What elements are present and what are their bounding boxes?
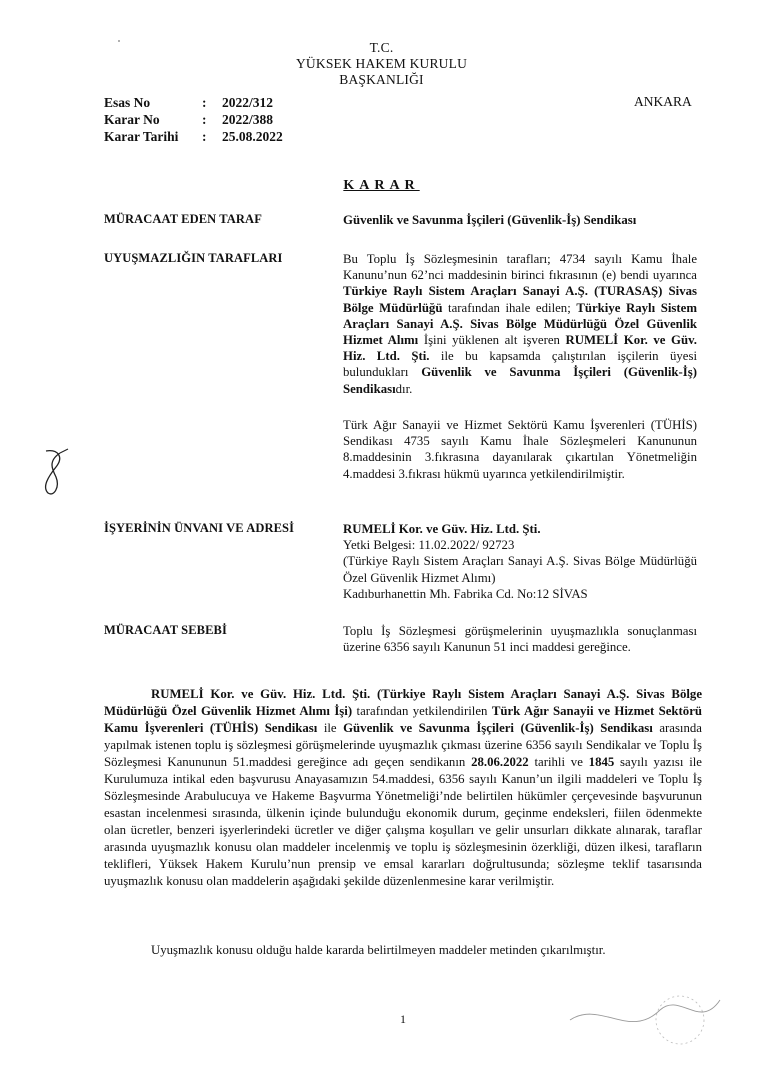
- body-paragraph: [104, 686, 702, 890]
- esas-label: Esas No: [104, 95, 151, 110]
- margin-signature: [38, 447, 74, 497]
- taraflar-text-i: dır.: [395, 381, 413, 396]
- karar-value: 2022/388: [222, 112, 274, 127]
- body-bold-union: Güvenlik ve Savunma İşçileri (Güvenlik-İş) Sendikası: [343, 721, 653, 735]
- document-title-text: KARAR: [343, 178, 420, 193]
- isyeri-description: (Türkiye Raylı Sistem Araçları Sanayi A.Ş. Sivas Bölge Müdürlüğü Özel Güvenlik Hizmet Alımı): [343, 554, 697, 585]
- karar-row: [104, 111, 283, 128]
- tarih-row: [104, 128, 283, 145]
- isyeri-address: Kadıburhanettin Mh. Fabrika Cd. No:12 SİVAS: [343, 586, 588, 601]
- tarih-value: 25.08.2022: [222, 129, 283, 144]
- isyeri-yetki: Yetki Belgesi: 11.02.2022/ 92723: [343, 538, 515, 553]
- city: ANKARA: [634, 94, 692, 109]
- tarih-colon: :: [202, 129, 207, 144]
- body-bold-employer: RUMELİ Kor. ve Güv. Hiz. Ltd. Şti. (Türkiye Raylı Sistem Araçları Sanayi A.Ş. Sivas Bölge Müdürlüğü Özel Güvenlik Hizmet Alımı İşi): [104, 687, 702, 718]
- document-header: [0, 40, 763, 88]
- isyeri-name: RUMELİ Kor. ve Güv. Hiz. Ltd. Şti.: [343, 522, 541, 536]
- taraflar-paragraph-1: [343, 251, 697, 397]
- taraflar-bold-sendika: Güvenlik ve Savunma İşçileri (Güvenlik-İş) Sendikası: [343, 365, 697, 396]
- body-bold-date: 28.06.2022: [471, 755, 529, 769]
- header-line-institution: YÜKSEK HAKEM KURULU: [295, 56, 468, 71]
- muracaat-value: Güvenlik ve Savunma İşçileri (Güvenlik-İş) Sendikası: [343, 213, 637, 227]
- sebep-value: Toplu İş Sözleşmesi görüşmelerinin uyuşmazlıkla sonuçlanması üzerine 6356 sayılı Kanunun 51 inci maddesi gereğince.: [343, 624, 697, 655]
- body-text-2: ile: [317, 721, 344, 735]
- header-line-tc: T.C.: [369, 40, 394, 55]
- closing-note: Uyuşmazlık konusu olduğu halde kararda belirtilmeyen maddeler metinden çıkarılmıştır.: [151, 943, 606, 957]
- document-title: [0, 178, 763, 194]
- taraflar-text-g: ile bu kapsamda çalıştırılan işçilerin üyesi bulundukları: [343, 349, 697, 380]
- case-meta: [104, 94, 283, 145]
- isyeri-value: [343, 521, 697, 602]
- signature-scribble: [560, 980, 730, 1050]
- sebep-label: MÜRACAAT SEBEBİ: [104, 623, 227, 637]
- taraflar-text-a: Bu Toplu İş Sözleşmesinin tarafları; 4734 sayılı Kamu İhale Kanunu’nun 62’nci maddesinin birinci fıkrasının (e) bendi uyarınca: [343, 252, 697, 283]
- body-text-5: sayılı yazısı ile Kurulumuza intikal eden başvurusu Anayasamızın 54.maddesi, 6356 sayılı Kanun’un ilgili maddeleri ve Toplu İş Sözleşmesinde Arabulucuya ve Hakeme Başvurma Yönetmeliği’nde belirtilen hükümler çerçevesinde başvurunun esastan incelenmesi sırasında, ülkenin içinde bulunduğu ekonomik durum, geçinme endeksleri, fiilen ödenmekte olan ücretler, benzeri işyerlerindeki ücretler ve diğer çalışma koşulları ve gelir unsurları dikkate alınarak, taraflar arasında uyuşmazlık konusu olan maddeler incelenmiş ve toplu iş sözleşmesinin özerkliği, düzen ilkesi, tarafların teklifleri, Yüksek Hakem Kurulu’nun prensip ve emsal kararları doğrultusunda; sözleşme teklif tasarısında uyuşmazlık konusu olan maddelerin aşağıdaki şekilde düzenlenmesine karar verilmiştir.: [104, 755, 702, 888]
- tarih-label: Karar Tarihi: [104, 129, 179, 144]
- esas-colon: :: [202, 95, 207, 110]
- taraflar-bold-turasas: Türkiye Raylı Sistem Araçları Sanayi A.Ş. (TURASAŞ) Sivas Bölge Müdürlüğü: [343, 284, 697, 315]
- header-line-office: BAŞKANLIĞI: [339, 72, 424, 87]
- body-text-1: tarafından yetkilendirilen: [352, 704, 492, 718]
- taraflar-text-e: İşini yüklenen alt işveren: [418, 333, 566, 348]
- esas-row: [104, 94, 283, 111]
- body-bold-tuhis: Türk Ağır Sanayii ve Hizmet Sektörü Kamu İşverenleri (TÜHİS) Sendikası: [104, 704, 702, 735]
- esas-value: 2022/312: [222, 95, 274, 110]
- karar-label: Karar No: [104, 112, 160, 127]
- isyeri-label: İŞYERİNİN ÜNVANI VE ADRESİ: [104, 521, 295, 535]
- taraflar-text-c: tarafından ihale edilen;: [442, 300, 577, 315]
- karar-colon: :: [202, 112, 207, 127]
- taraflar-paragraph-2: Türk Ağır Sanayii ve Hizmet Sektörü Kamu İşverenleri (TÜHİS) Sendikası 4735 sayılı Kamu İhale Sözleşmeleri Kanununun 8.maddesinin 3.fıkrasına dayanılarak çıkartılan Yönetmeliğin 4.maddesi 3.fıkrası hükmü uyarınca yetkilendirilmiştir.: [343, 418, 697, 481]
- body-text-4: tarihli ve: [528, 755, 589, 769]
- taraflar-bold-rumeli: RUMELİ Kor. ve Güv. Hiz. Ltd. Şti.: [343, 333, 697, 364]
- muracaat-label: MÜRACAAT EDEN TARAF: [104, 212, 262, 226]
- body-bold-number: 1845: [588, 755, 615, 769]
- taraflar-label: UYUŞMAZLIĞIN TARAFLARI: [104, 251, 283, 265]
- page-number: 1: [400, 1012, 406, 1026]
- taraflar-bold-hizmet: Türkiye Raylı Sistem Araçları Sanayi A.Ş. Sivas Bölge Müdürlüğü Özel Güvenlik Hizmet Alımı: [343, 300, 697, 348]
- body-text-3: arasında yapılmak istenen toplu iş sözleşmesi görüşmelerinde uyuşmazlık çıkması üzerine 6356 sayılı Sendikalar ve Toplu İş Sözleşmesi Kanununun 51.maddesi gereğince adı geçen sendikanın: [104, 721, 702, 769]
